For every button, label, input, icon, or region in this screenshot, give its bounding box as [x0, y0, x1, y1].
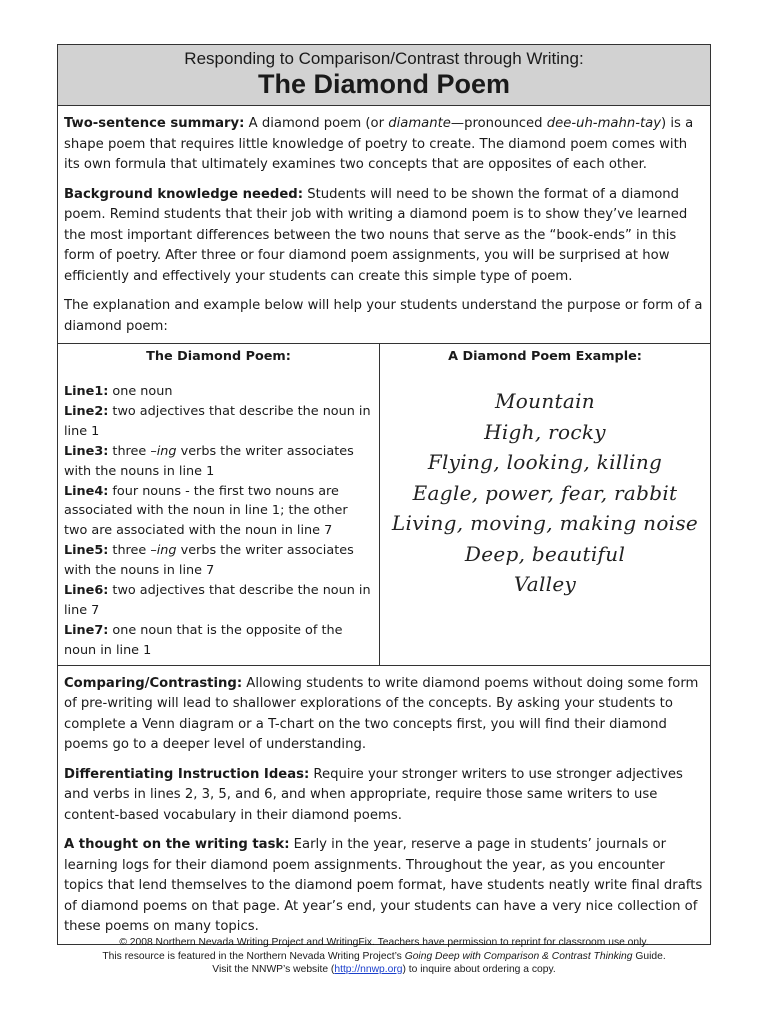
comparing-text: Allowing students to write diamond poems without doing some form of pre-writing will lead to shallower explorations of the concepts. By asking your students to complete a Venn diagram or a T-chart on the two concepts first, you will find their diamond poems go to a deeper level of understanding.: [64, 675, 699, 753]
differentiating-paragraph: [64, 765, 704, 827]
thought-label: A thought on the writing task:: [64, 837, 290, 853]
poem-line-1: Mountain: [495, 389, 595, 413]
format-line-suffix: ing: [156, 443, 177, 459]
differentiating-label: Differentiating Instruction Ideas:: [64, 766, 310, 782]
pronunciation: dee-uh-mahn-tay: [546, 116, 662, 131]
background-text: Students will need to be shown the format of a diamond poem. Remind students that their job with writing a diamond poem is to show they’ve learned the most important differences between the two nouns that serve as the “book-ends” in this form of poetry. After three or four diamond poem assignments, you will be surprised at how efficiently and effectively your students can create this simple type of poem.: [64, 186, 688, 284]
page-footer: [0, 936, 768, 977]
example-heading: A Diamond Poem Example:: [448, 349, 642, 364]
resource-text: Guide.: [632, 950, 666, 962]
summary-paragraph: [64, 114, 704, 176]
format-line-label: Line6:: [64, 583, 109, 599]
format-line-rest: verbs the writer associates with the nouns in line 1: [64, 443, 354, 479]
website-text: Visit the NNWP’s website (: [212, 964, 335, 975]
format-line-6: [64, 581, 373, 621]
format-line-text: two adjectives that describe the noun in line 1: [64, 403, 371, 439]
lesson-sheet: [57, 44, 711, 945]
notes-section: [58, 666, 710, 944]
explanation-paragraph: The explanation and example below will help your students understand the purpose or form of a diamond poem:: [64, 298, 703, 334]
website-line: [0, 963, 768, 977]
intro-section: [58, 106, 710, 343]
comparing-paragraph: [64, 674, 704, 756]
resource-line: [0, 950, 768, 964]
format-line-label: Line7:: [64, 622, 109, 638]
format-line-label: Line1:: [64, 384, 109, 399]
format-line-7: [64, 621, 373, 661]
format-line-rest: verbs the writer associates with the nouns in line 7: [64, 543, 354, 579]
example-poem: [386, 386, 704, 600]
format-line-text: four nouns - the first two nouns are associated with the noun in line 1; the other two are associated with the noun in line 7: [64, 483, 348, 539]
page-title: The Diamond Poem: [257, 69, 511, 99]
format-line-text: two adjectives that describe the noun in line 7: [64, 583, 371, 618]
website-text: ) to inquire about ordering a copy.: [402, 964, 556, 975]
poem-line-6: Deep, beautiful: [464, 541, 626, 566]
format-column: [58, 344, 380, 665]
format-line-text: one noun: [108, 384, 173, 399]
thought-text: Early in the year, reserve a page in students’ journals or learning logs for their diamond poem assignments. Throughout the year, as you encounter topics that lend themselves to the diamond poem format, have students neatly write final drafts of diamond poems on that page. At year’s end, your students can have a very nice collection of these poems on many topics.: [64, 837, 703, 935]
summary-text: ) is a shape poem that requires little knowledge of poetry to create. The diamond poem comes with its own formula that ultimately examines two concepts that are opposites of each other.: [64, 116, 694, 172]
format-line-3: [64, 442, 373, 482]
format-line-label: Line3:: [64, 443, 109, 459]
poem-line-5: Living, moving, making noise: [391, 511, 699, 535]
poem-table: [58, 343, 710, 666]
format-line-text: one noun that is the opposite of the noun in line 1: [64, 622, 343, 658]
format-line-label: Line4:: [64, 483, 109, 499]
background-paragraph: [64, 185, 704, 288]
example-column: [380, 344, 710, 665]
poem-line-4: Eagle, power, fear, rabbit: [412, 480, 678, 505]
summary-text: —pronounced: [450, 116, 547, 131]
format-heading: The Diamond Poem:: [146, 349, 291, 364]
nnwp-link[interactable]: http://nnwp.org: [334, 964, 403, 975]
page-header: [58, 45, 710, 106]
thought-paragraph: [64, 835, 704, 938]
format-line-1: [64, 382, 373, 402]
summary-text: A diamond poem (or: [244, 116, 389, 131]
format-line-suffix: ing: [156, 543, 177, 559]
background-label: Background knowledge needed:: [64, 186, 304, 202]
differentiating-text: Require your stronger writers to use stronger adjectives and verbs in lines 2, 3, 5, and 6, and when appropriate, require those same writers to use content-based vocabulary in their diamond poems.: [64, 766, 683, 823]
format-line-text: three –: [108, 543, 157, 559]
summary-label: Two-sentence summary:: [64, 116, 245, 131]
format-list: [64, 382, 373, 661]
poem-line-7: Valley: [513, 572, 577, 596]
format-line-4: [64, 482, 373, 542]
comparing-label: Comparing/Contrasting:: [64, 675, 243, 691]
poem-line-2: High, rocky: [484, 419, 606, 444]
page-subtitle: Responding to Comparison/Contrast through Writing:: [184, 49, 584, 68]
copyright-line: © 2008 Northern Nevada Writing Project and WritingFix. Teachers have permission to reprint for classroom use only.: [119, 937, 649, 948]
format-line-label: Line5:: [64, 543, 109, 559]
book-title: Going Deep with Comparison & Contrast Thinking: [404, 950, 633, 962]
format-line-5: [64, 541, 373, 581]
format-line-text: three –: [108, 443, 157, 459]
format-line-2: [64, 402, 373, 442]
resource-text: This resource is featured in the Northern Nevada Writing Project’s: [102, 950, 405, 962]
diamante-term: diamante: [388, 116, 451, 131]
format-line-label: Line2:: [64, 403, 109, 419]
poem-line-3: Flying, looking, killing: [427, 450, 663, 474]
